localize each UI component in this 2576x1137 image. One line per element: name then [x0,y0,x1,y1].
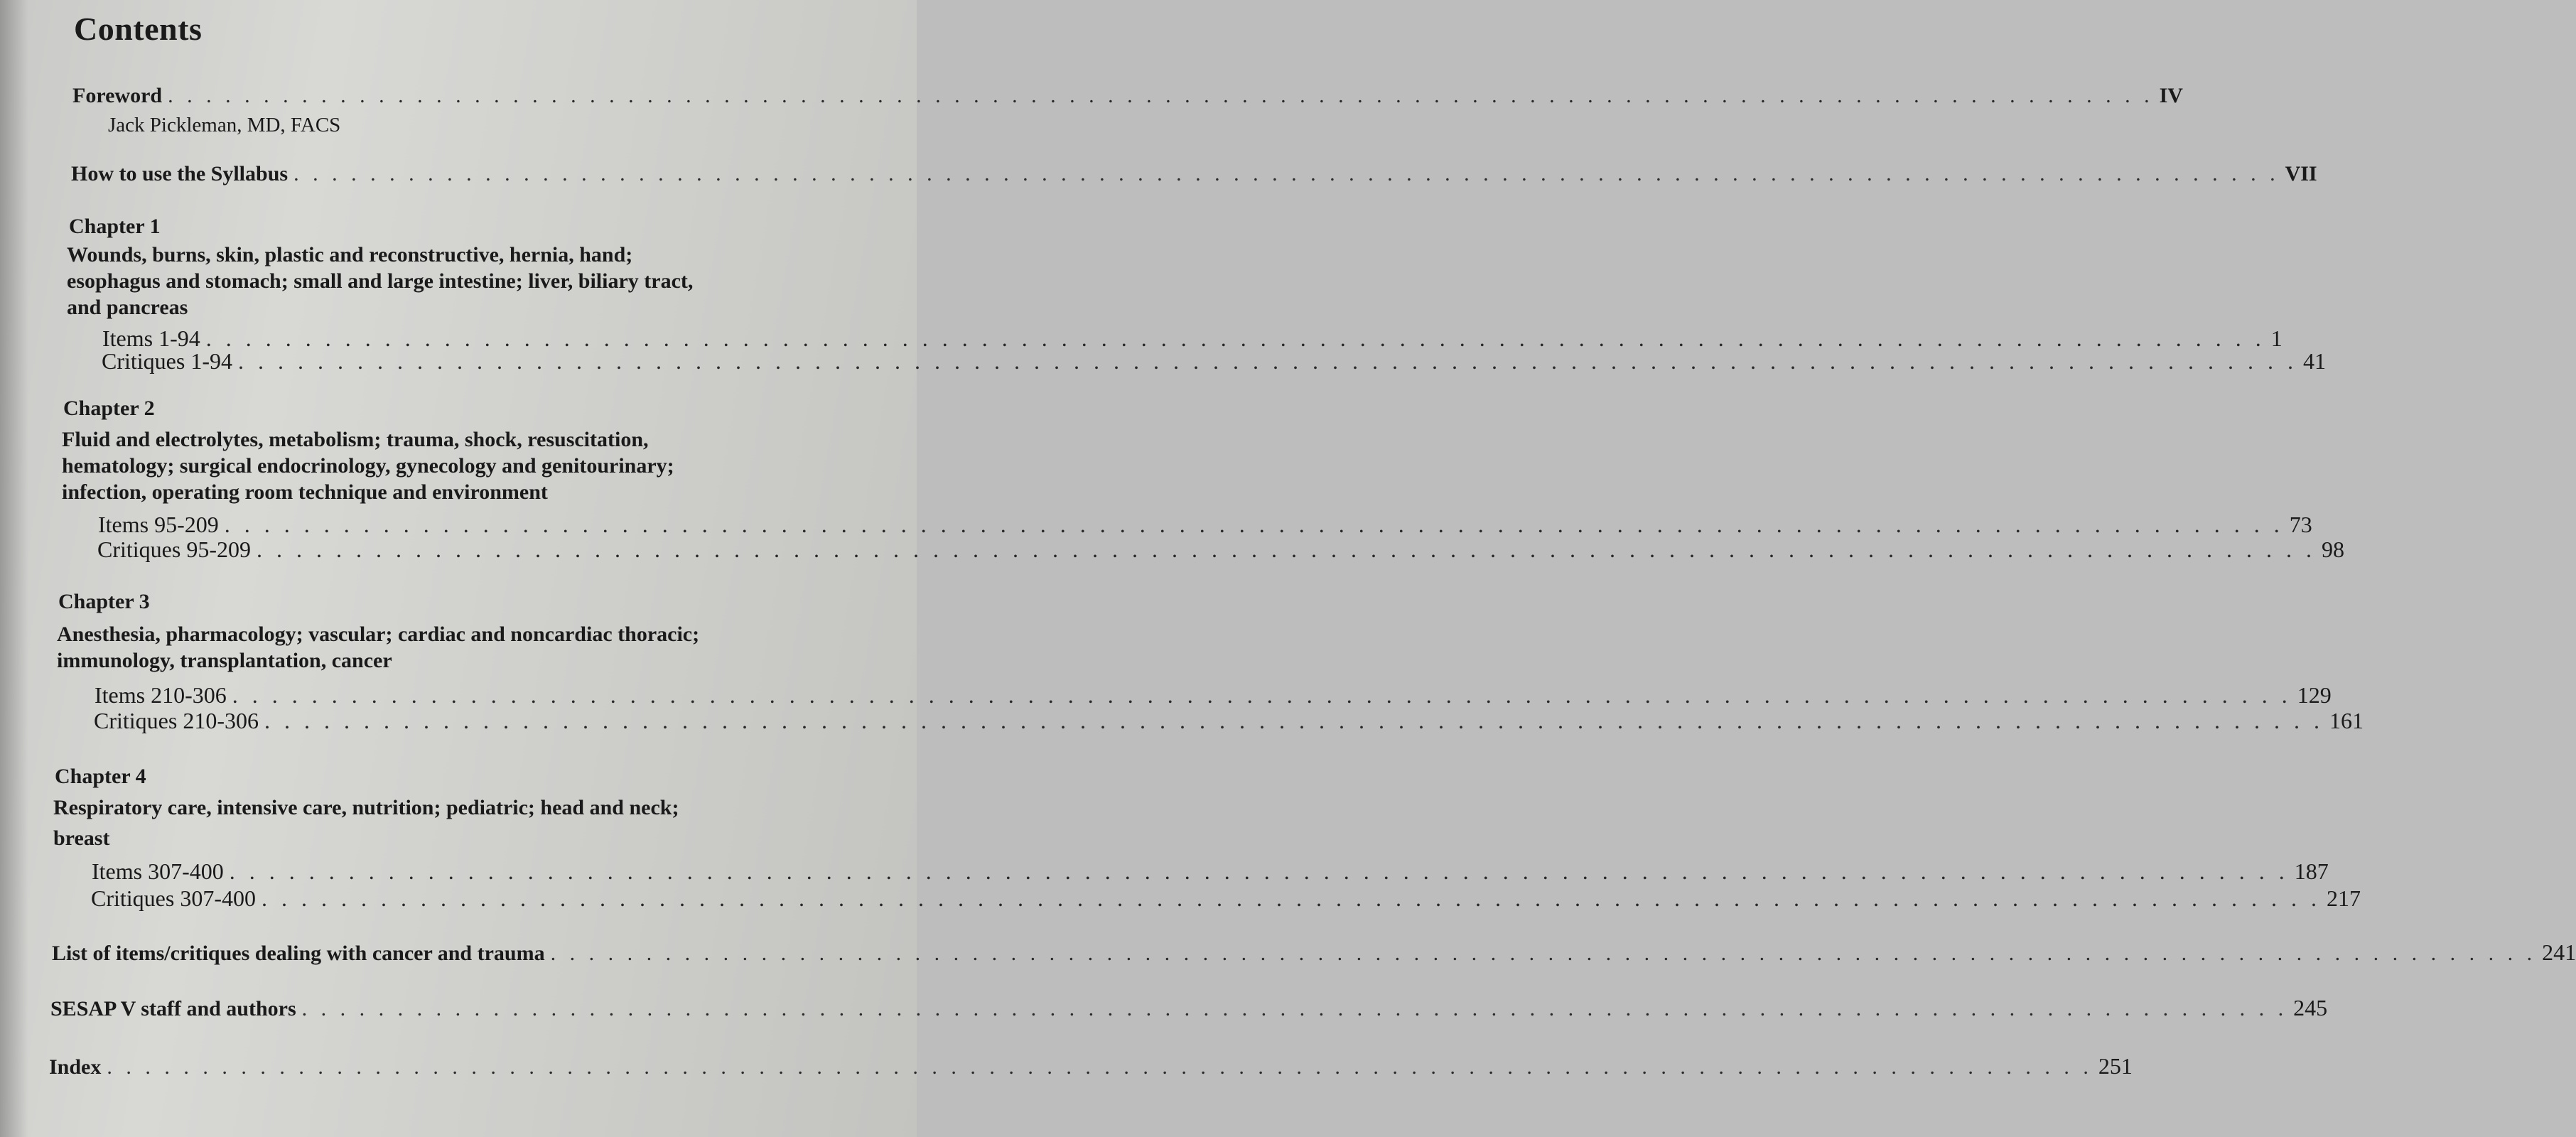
toc-page-number: 251 [2098,1053,2133,1079]
toc-entry-critiques[interactable] [91,885,2361,912]
toc-entry-critiques[interactable] [97,537,2344,563]
dot-leader: . . . . . . . . . . . . . . . . . . . . . . . . . . . . . . . . . . . . . . . . . . . . . . . . . . . . . . . . . . . . . . . . . . . . . . . . . . . . . . . . . . . . . . . . . . . . . . . . . . . . . . . . [229,858,2289,884]
toc-entry-items[interactable] [98,512,2312,538]
toc-page-number: 1 [2270,325,2283,351]
dot-leader: . . . . . . . . . . . . . . . . . . . . . . . . . . . . . . . . . . . . . . . . . . . . . . . . . . . . . . . . . . . . . . . . . . . . . . . . . . . . . . . . . . . . . . . . . . . . . . . . . . . . . . . . [237,348,2297,374]
toc-page-number: VII [2285,162,2317,185]
chapter-description [62,426,815,505]
toc-entry-staff[interactable] [50,995,2328,1021]
dot-leader: . . . . . . . . . . . . . . . . . . . . . . . . . . . . . . . . . . . . . . . . . . . . . . . . . . . . . . . . . . . . . . . . . . . . . . . . . . . . . . . . . . . . . . . . . . . . . . . . . . . . . . . . [224,512,2284,537]
chapter-label: Chapter 3 [58,590,150,613]
dot-leader: . . . . . . . . . . . . . . . . . . . . . . . . . . . . . . . . . . . . . . . . . . . . . . . . . . . . . . . . . . . . . . . . . . . . . . . . . . . . . . . . . . . . . . . . . . . . . . . . . . . . . . . . [293,162,2280,185]
toc-page-number: 73 [2289,512,2312,537]
toc-label: Index [49,1055,102,1079]
chapter-label: Chapter 4 [55,765,146,788]
toc-entry-critiques[interactable] [102,348,2326,374]
chapter-description [57,621,831,674]
toc-entry-critiques[interactable] [94,708,2364,734]
dot-leader: . . . . . . . . . . . . . . . . . . . . . . . . . . . . . . . . . . . . . . . . . . . . . . . . . . . . . . . . . . . . . . . . . . . . . . . . . . . . . . . . . . . . . . . . . . . . . . . . . . . . . . . . [301,997,2288,1020]
chapter-description-line: infection, operating room technique and environment [62,480,548,504]
chapter-description-line: and pancreas [67,296,188,319]
toc-entry-index[interactable] [49,1053,2133,1079]
chapter-description-line: breast [53,826,110,850]
chapter-description-line: esophagus and stomach; small and large intestine; liver, biliary tract, [67,269,694,293]
toc-label: Items 307-400 [92,858,224,884]
toc-entry-items[interactable] [92,858,2329,885]
chapter-label: Chapter 1 [69,215,161,238]
page-gutter-shadow [0,0,28,1137]
toc-page-number: 129 [2297,682,2332,708]
dot-leader: . . . . . . . . . . . . . . . . . . . . . . . . . . . . . . . . . . . . . . . . . . . . . . . . . . . . . . . . . . . . . . . . . . . . . . . . . . . . . . . . . . . . . . . . . . . . . . . . . . . . . . . . [261,885,2321,911]
chapter-description-line: Anesthesia, pharmacology; vascular; cardiac and noncardiac thoracic; [57,623,700,646]
toc-label: Items 210-306 [95,682,227,708]
toc-label: List of items/critiques dealing with cancer and trauma [52,942,545,965]
toc-entry-how-to-use[interactable] [71,162,2317,186]
toc-page-number: 98 [2321,537,2344,562]
dot-leader: . . . . . . . . . . . . . . . . . . . . . . . . . . . . . . . . . . . . . . . . . . . . . . . . . . . . . . . . . . . . . . . . . . . . . . . . . . . . . . . . . . . . . . . . . . . . . . . . . . . . . . . . [232,682,2292,708]
toc-label: How to use the Syllabus [71,162,289,185]
chapter-description-line: Wounds, burns, skin, plastic and reconstructive, hernia, hand; [67,243,633,266]
chapter-description-line: Fluid and electrolytes, metabolism; trauma, shock, resuscitation, [62,428,649,451]
toc-page-number: IV [2159,84,2183,107]
chapter-description-line: hematology; surgical endocrinology, gynecology and genitourinary; [62,454,674,478]
toc-label: Critiques 307-400 [91,885,256,911]
toc-entry-items[interactable] [95,682,2332,708]
toc-page-number: 245 [2293,995,2328,1020]
toc-page-number: 41 [2302,348,2326,374]
toc-entry-cancer-trauma[interactable] [52,939,2576,966]
dot-leader: . . . . . . . . . . . . . . . . . . . . . . . . . . . . . . . . . . . . . . . . . . . . . . . . . . . . . . . . . . . . . . . . . . . . . . . . . . . . . . . . . . . . . . . . . . . . . . . . . . . . . . . . [168,84,2154,107]
toc-page-number: 241 [2542,939,2576,965]
toc-label: Items 95-209 [98,512,219,537]
dot-leader: . . . . . . . . . . . . . . . . . . . . . . . . . . . . . . . . . . . . . . . . . . . . . . . . . . . . . . . . . . . . . . . . . . . . . . . . . . . . . . . . . . . . . . . . . . . . . . . . . . . . . . . . [107,1055,2093,1079]
page-title: Contents [74,11,203,47]
chapter-description-line: Respiratory care, intensive care, nutrition; pediatric; head and neck; [53,796,679,819]
toc-page-number: 187 [2294,858,2329,884]
toc-label: SESAP V staff and authors [50,997,296,1020]
toc-label: Critiques 95-209 [97,537,251,562]
foreword-author: Jack Pickleman, MD, FACS [108,114,341,136]
dot-leader: . . . . . . . . . . . . . . . . . . . . . . . . . . . . . . . . . . . . . . . . . . . . . . . . . . . . . . . . . . . . . . . . . . . . . . . . . . . . . . . . . . . . . . . . . . . . . . . . . . . . . . . . [256,537,2316,562]
chapter-description-line: immunology, transplantation, cancer [57,649,392,672]
toc-label: Critiques 1-94 [102,348,232,374]
dot-leader: . . . . . . . . . . . . . . . . . . . . . . . . . . . . . . . . . . . . . . . . . . . . . . . . . . . . . . . . . . . . . . . . . . . . . . . . . . . . . . . . . . . . . . . . . . . . . . . . . . . . . . . . [264,708,2324,733]
toc-page-number: 217 [2326,885,2361,911]
toc-page-number: 161 [2329,708,2364,733]
dot-leader: . . . . . . . . . . . . . . . . . . . . . . . . . . . . . . . . . . . . . . . . . . . . . . . . . . . . . . . . . . . . . . . . . . . . . . . . . . . . . . . . . . . . . . . . . . . . . . . . . . . . . . . . [205,325,2265,351]
dot-leader: . . . . . . . . . . . . . . . . . . . . . . . . . . . . . . . . . . . . . . . . . . . . . . . . . . . . . . . . . . . . . . . . . . . . . . . . . . . . . . . . . . . . . . . . . . . . . . . . . . . . . . . . [550,942,2537,965]
toc-label: Foreword [72,84,163,107]
toc-entry-foreword[interactable] [72,84,2183,108]
chapter-label: Chapter 2 [63,397,155,420]
toc-label: Items 1-94 [102,325,200,351]
chapter-description [53,794,835,851]
toc-label: Critiques 210-306 [94,708,259,733]
chapter-description [67,242,813,320]
